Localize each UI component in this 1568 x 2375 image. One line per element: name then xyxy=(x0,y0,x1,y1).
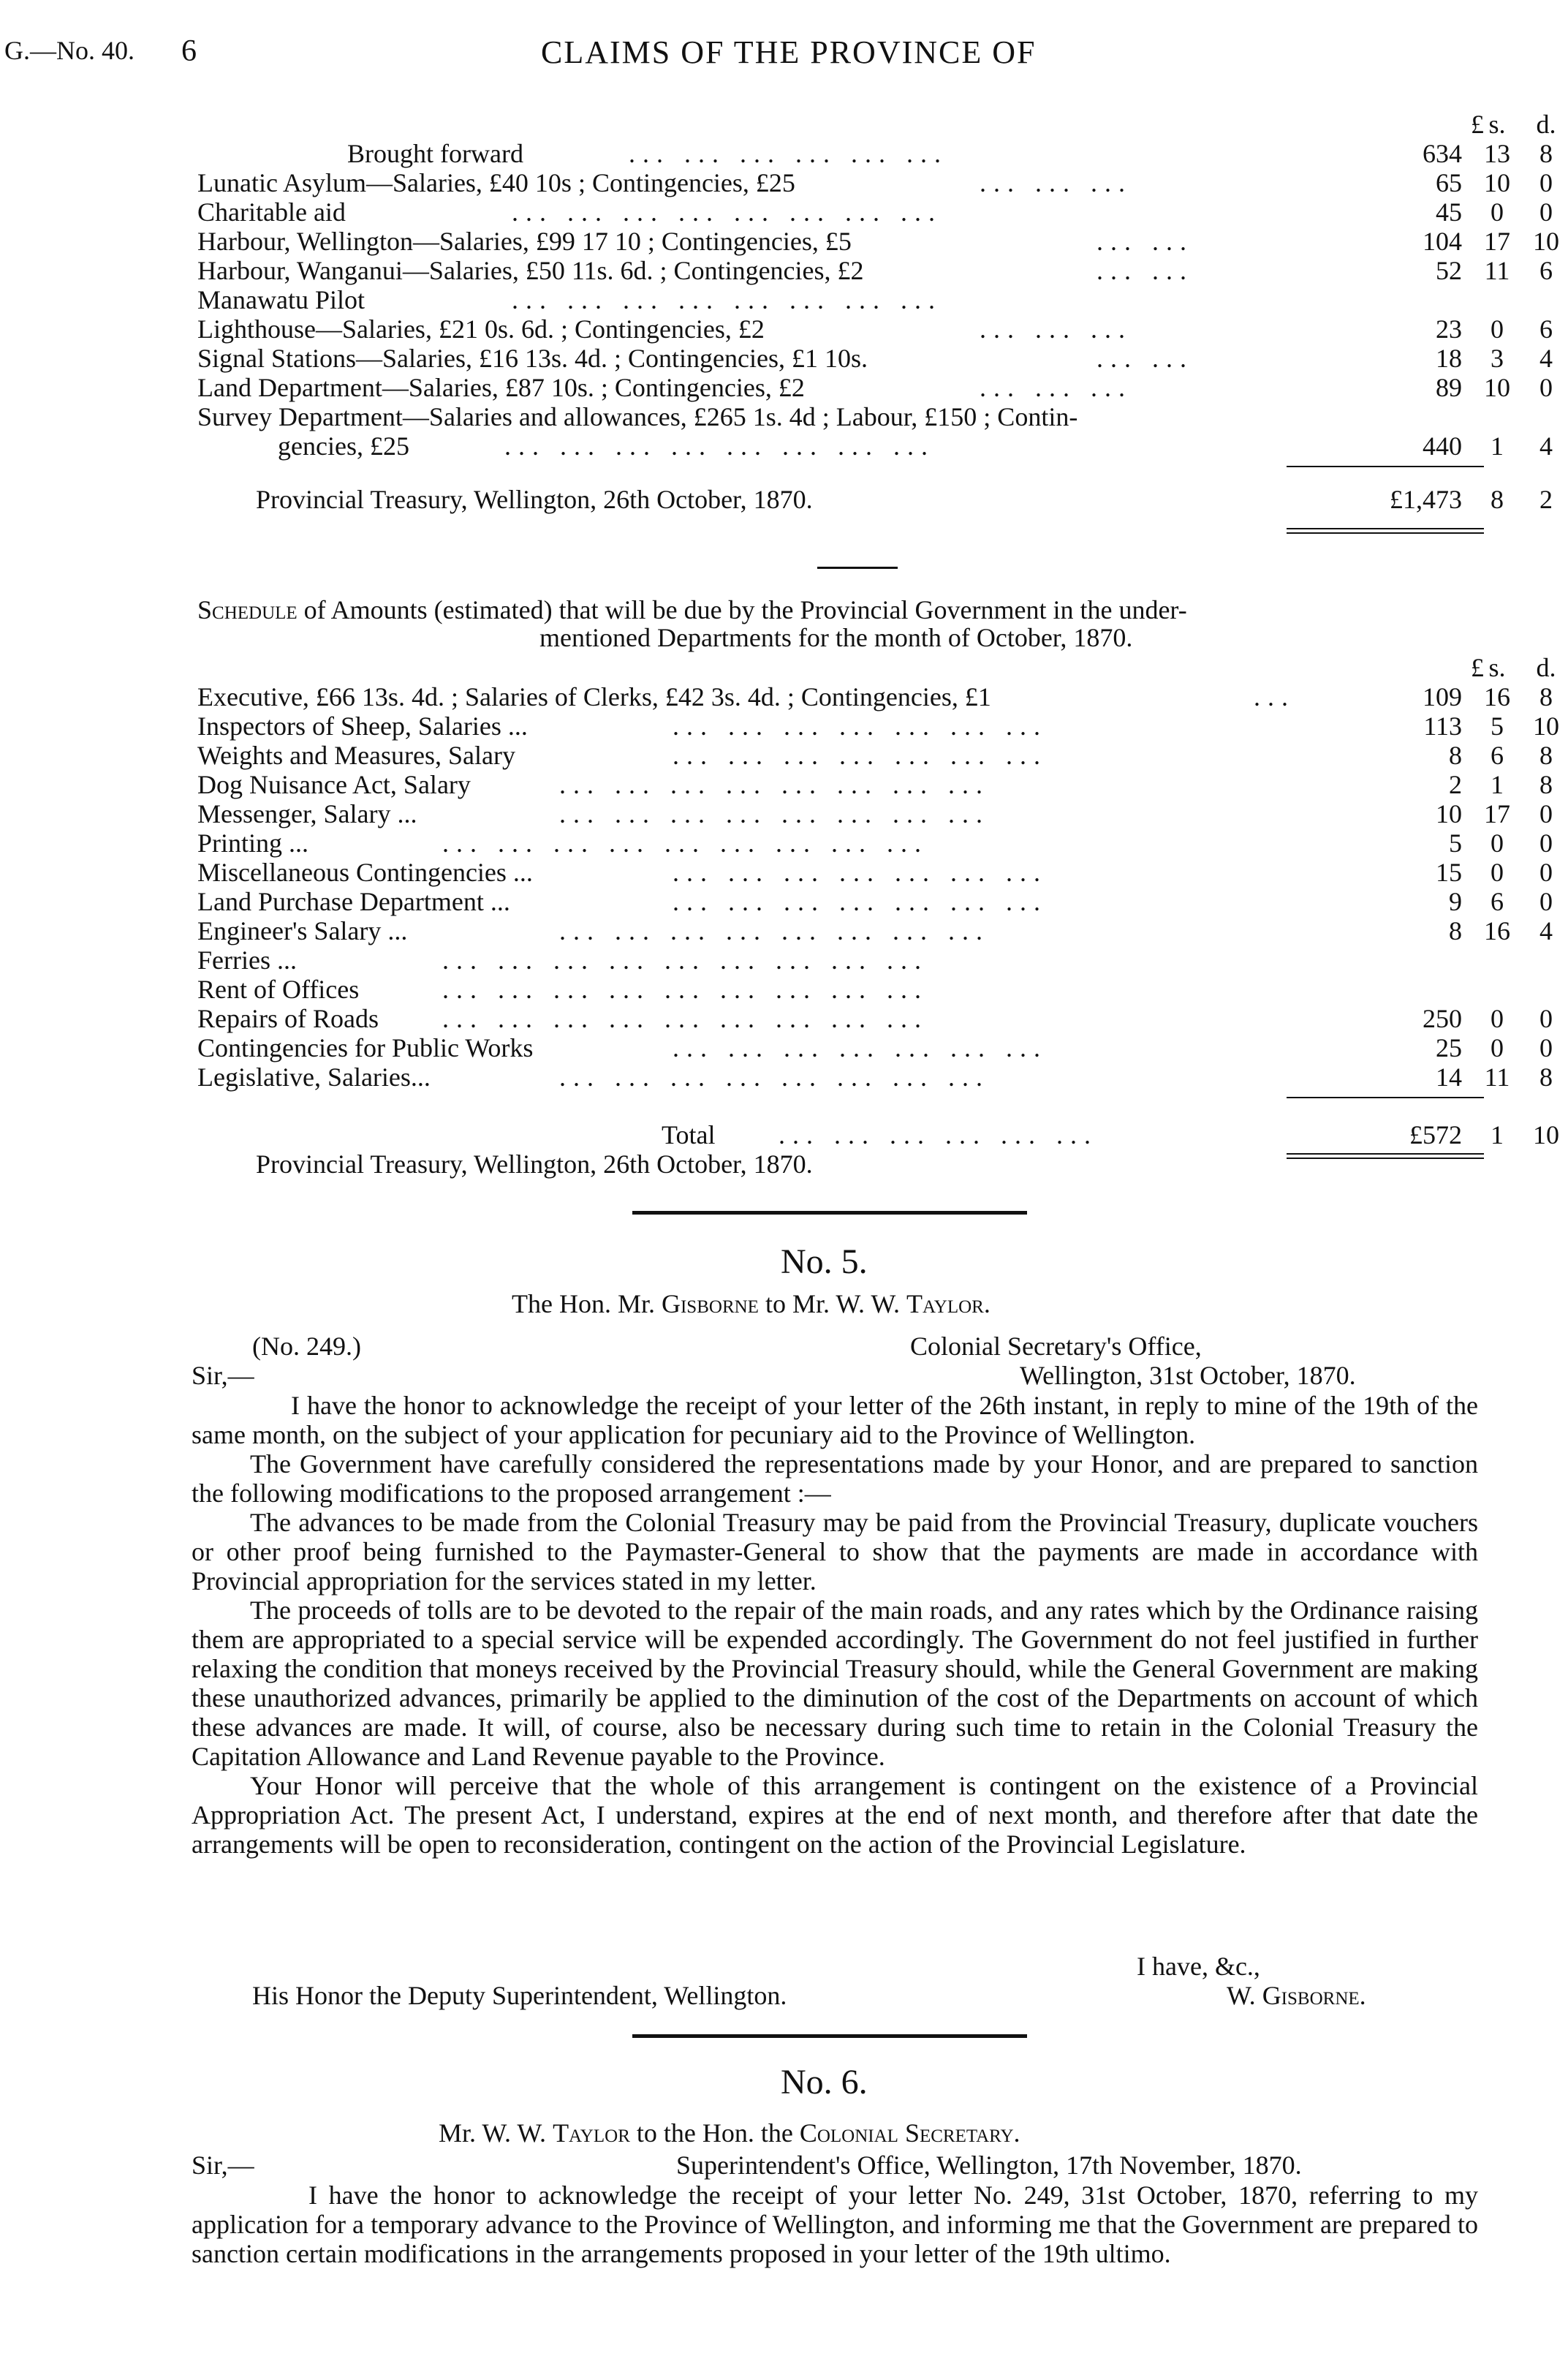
paragraph: The advances to be made from the Colonial Treasury may be paid from the Provincial Treasury, duplicate vouchers or other proof being furnished to the Paymaster-General to show that the payments are made in accordance with Provincial appropriation for the services stated in my letter. xyxy=(192,1508,1478,1596)
schedule-table xyxy=(197,653,1559,1092)
table-header-row: £ s. d. xyxy=(1471,653,1556,682)
pounds-header: £ xyxy=(1471,110,1484,139)
table-row: Printing ... ... ... ... ... ... ... ... ... ... 5 0 0 xyxy=(197,828,1553,858)
paragraph: The proceeds of tolls are to be devoted to the repair of the main roads, and any rates which by the Ordinance raising them are appropriated to a special service will be expended accordingly. The Government do not feel justified in further relaxing the condition that moneys received by the Provincial Treasury should, while the General Government are making these unauthorized advances, primarily be applied to the diminution of the cost of the Departments on account of which these advances are made. It will, of course, also be necessary during such time to retain in the Colonial Treasury the Capitation Allowance and Land Revenue payable to the Province. xyxy=(192,1596,1478,1771)
table-row: Executive, £66 13s. 4d. ; Salaries of Clerks, £42 3s. 4d. ; Contingencies, £1 ... 109 16 8 xyxy=(197,682,1553,711)
document-reference: G.—No. 40. xyxy=(4,36,135,65)
pence-header: d. xyxy=(1536,110,1556,139)
table1-total: Provincial Treasury, Wellington, 26th October, 1870. £1,473 8 2 xyxy=(256,485,1553,514)
total-pounds: £1,473 xyxy=(1390,485,1462,514)
table-row: Survey Department—Salaries and allowances, £265 1s. 4d ; Labour, £150 ; Contin- xyxy=(197,402,1078,431)
table-row: Ferries ... ... ... ... ... ... ... ... ... ... xyxy=(197,945,928,975)
addressee: His Honor the Deputy Superintendent, Wellington. xyxy=(252,1981,787,2010)
table-row: Repairs of Roads ... ... ... ... ... ... ... ... ... 250 0 0 xyxy=(197,1004,1553,1033)
treasury-date-line: Provincial Treasury, Wellington, 26th October, 1870. xyxy=(256,485,813,514)
schedule-title-line2: mentioned Departments for the month of October, 1870. xyxy=(539,623,1133,652)
table-row: Dog Nuisance Act, Salary ... ... ... ... ... ... ... ... 2 1 8 xyxy=(197,770,1553,799)
table-row: Brought forward ... ... ... ... ... ... 634 13 8 xyxy=(347,139,1553,168)
table-row: Rent of Offices ... ... ... ... ... ... ... ... ... xyxy=(197,975,928,1004)
shillings-header: s. xyxy=(1488,110,1506,139)
schedule-total-pounds: £572 xyxy=(1409,1120,1462,1149)
paragraph: I have the honor to acknowledge the receipt of your letter No. 249, 31st October, 1870, referring to my application for a temporary advance to the Province of Wellington, and informing me that the Government are prepared to sanction certain modifications in the arrangements proposed in your letter of the 19th ultimo. xyxy=(192,2180,1478,2268)
table-row: Lighthouse—Salaries, £21 0s. 6d. ; Contingencies, £2 ... ... ... 23 0 6 xyxy=(197,314,1553,344)
claims-table-continued xyxy=(197,110,1559,461)
table-row: Weights and Measures, Salary ... ... ... ... ... ... ... 8 6 8 xyxy=(197,741,1553,770)
letter-number-heading: No. 6. xyxy=(781,2063,868,2102)
treasury-date-line: Provincial Treasury, Wellington, 26th October, 1870. xyxy=(256,1149,813,1179)
table-header-row xyxy=(197,110,1556,139)
table-row: Legislative, Salaries... ... ... ... ... ... ... ... ... 14 11 8 xyxy=(197,1062,1553,1092)
table-row: Contingencies for Public Works ... ... ... ... ... ... ... 25 0 0 xyxy=(197,1033,1553,1062)
table-row: gencies, £25 ... ... ... ... ... ... ... ... 440 1 4 xyxy=(278,431,1553,461)
schedule-total-double-rule xyxy=(1287,1153,1484,1155)
table-row: Manawatu Pilot ... ... ... ... ... ... ... ... xyxy=(197,285,942,314)
table-row: Land Department—Salaries, £87 10s. ; Contingencies, £2 ... ... ... 89 10 0 xyxy=(197,373,1553,402)
table-row: Signal Stations—Salaries, £16 13s. 4d. ; Contingencies, £1 10s. ... ... 18 3 4 xyxy=(197,344,1553,373)
table-row: Harbour, Wanganui—Salaries, £50 11s. 6d. ; Contingencies, £2 ... ... 52 11 6 xyxy=(197,256,1553,285)
table-row: Harbour, Wellington—Salaries, £99 17 10 ; Contingencies, £5 ... ... 104 17 10 xyxy=(197,227,1559,256)
letter-body xyxy=(192,2180,1478,2268)
section-divider xyxy=(632,1211,1027,1215)
closing: I have, &c., xyxy=(1137,1952,1260,1981)
table-row: Land Purchase Department ... ... ... ... ... ... ... ... 9 6 0 xyxy=(197,887,1553,916)
page-number: 6 xyxy=(181,34,197,68)
table-row: Lunatic Asylum—Salaries, £40 10s ; Contingencies, £25 ... ... ... 65 10 0 xyxy=(197,168,1553,197)
schedule-title: Schedule of Amounts (estimated) that will be due by the Provincial Government in the under- xyxy=(197,595,1187,624)
schedule-subtotal-rule xyxy=(1287,1097,1484,1098)
letter-office: Colonial Secretary's Office, xyxy=(910,1332,1202,1361)
letter-place-date: Superintendent's Office, Wellington, 17th November, 1870. xyxy=(676,2151,1302,2180)
total-double-rule xyxy=(1287,528,1484,529)
letter-body xyxy=(192,1391,1478,1859)
table-row: Inspectors of Sheep, Salaries ... ... ... ... ... ... ... ... 113 5 10 xyxy=(197,711,1559,741)
paragraph: I have the honor to acknowledge the receipt of your letter of the 26th instant, in reply to mine of the 19th of the same month, on the subject of your application for pecuniary aid to the Province of Wellington. xyxy=(192,1391,1478,1449)
paragraph: The Government have carefully considered the representations made by your Honor, and are prepared to sanction the following modifications to the proposed arrangement :— xyxy=(192,1449,1478,1508)
letter-from-to: Mr. W. W. Taylor to the Hon. the Colonial Secretary. xyxy=(439,2118,1020,2148)
letter-number-heading: No. 5. xyxy=(781,1242,868,1281)
section-divider xyxy=(817,567,898,569)
total-label: Total xyxy=(662,1120,716,1149)
subtotal-rule xyxy=(1287,466,1484,467)
letter-place-date: Wellington, 31st October, 1870. xyxy=(1020,1361,1356,1390)
page-header xyxy=(0,28,1520,79)
running-title: CLAIMS OF THE PROVINCE OF xyxy=(541,34,1037,70)
letter-reference: (No. 249.) xyxy=(252,1332,361,1361)
letter-from-to: The Hon. Mr. Gisborne to Mr. W. W. Taylor. xyxy=(512,1289,991,1318)
paragraph: Your Honor will perceive that the whole of this arrangement is contingent on the existence of a Provincial Appropriation Act. The present Act, I understand, expires at the end of next month, and therefore after that date the arrangements will be open to reconsideration, contingent on the action of the Provincial Legislature. xyxy=(192,1771,1478,1859)
schedule-total: Total ... ... ... ... ... ... £572 1 10 Provincial Treasury, Wellington, 26th October, 1870. xyxy=(256,1120,1559,1179)
table-row: Charitable aid ... ... ... ... ... ... ... ... 45 0 0 xyxy=(197,197,1553,227)
salutation: Sir,— xyxy=(192,1361,254,1390)
section-divider xyxy=(632,2034,1027,2038)
table-row: Messenger, Salary ... ... ... ... ... ... ... ... ... 10 17 0 xyxy=(197,799,1553,828)
signature: W. Gisborne. xyxy=(1227,1981,1366,2010)
table-row: Engineer's Salary ... ... ... ... ... ... ... ... ... 8 16 4 xyxy=(197,916,1553,945)
table-row: Miscellaneous Contingencies ... ... ... ... ... ... ... ... 15 0 0 xyxy=(197,858,1553,887)
salutation: Sir,— xyxy=(192,2151,254,2180)
